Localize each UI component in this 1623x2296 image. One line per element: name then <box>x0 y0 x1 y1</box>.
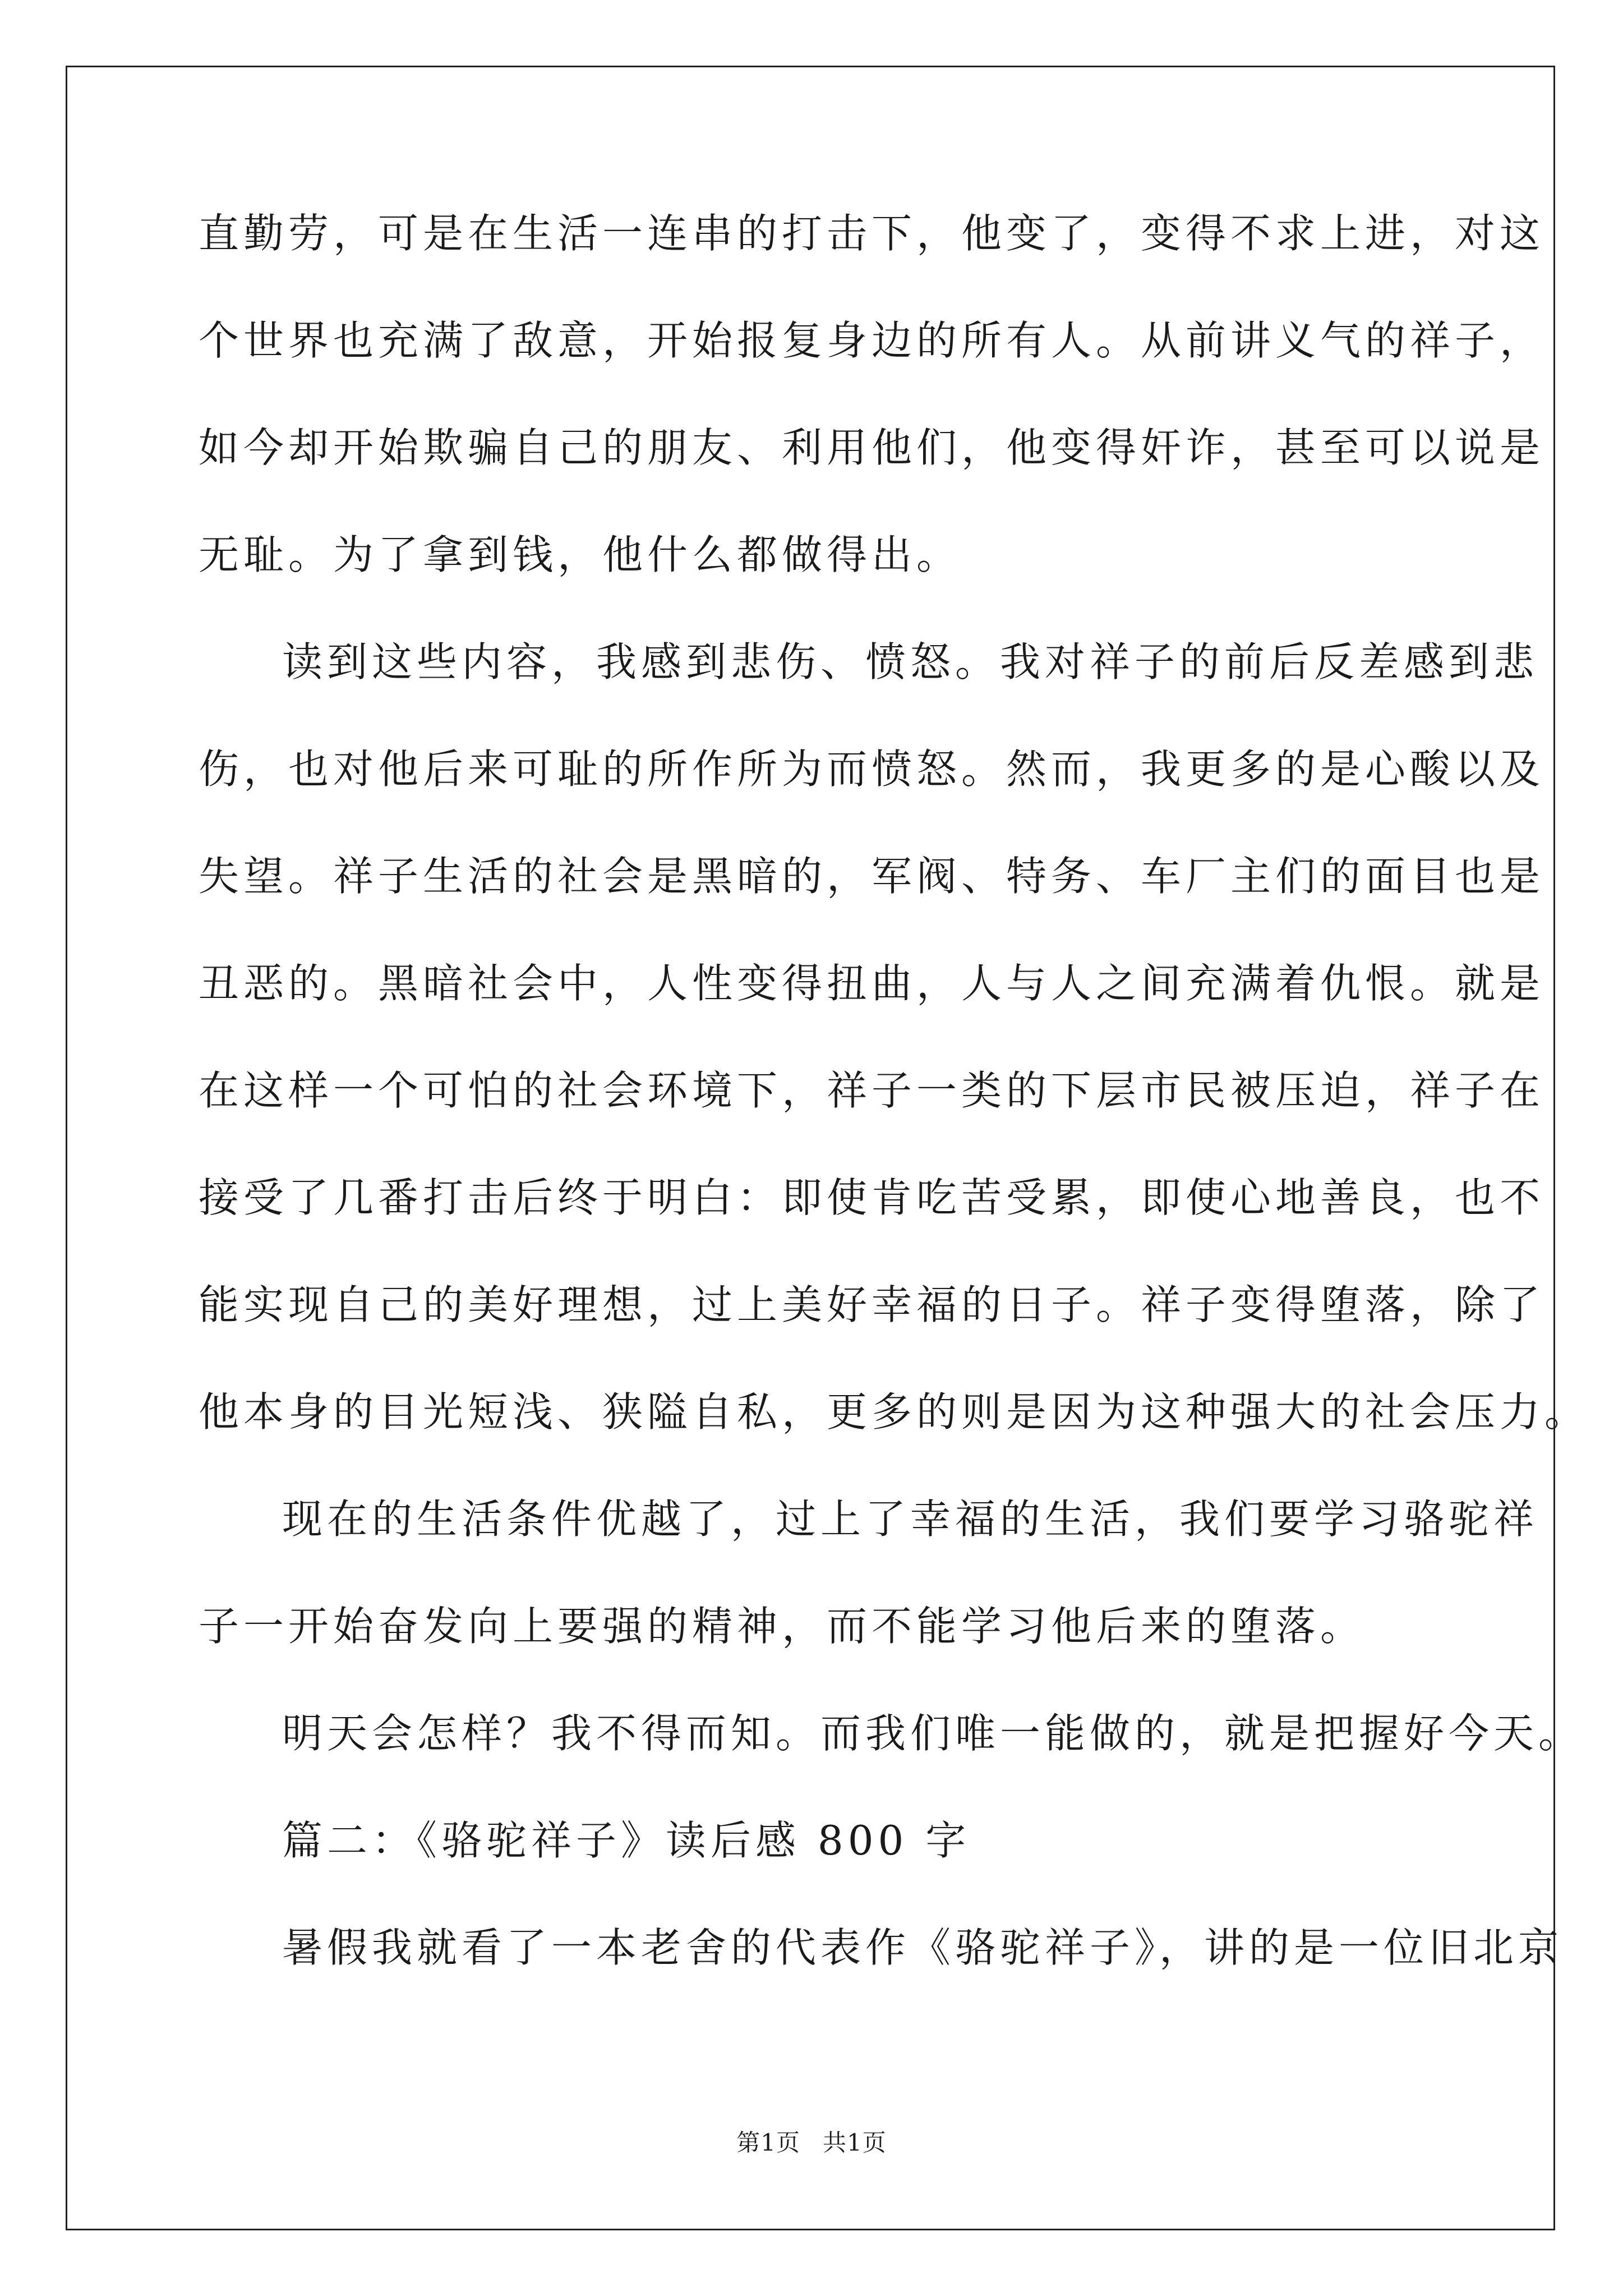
document-body <box>199 210 1590 2035</box>
section-heading: 篇二：《骆驼祥子》读后感 800 字 <box>282 1817 971 1864</box>
page-footer <box>0 2131 1623 2155</box>
text-line: 读到这些内容，我感到悲伤、愤怒。我对祥子的前后反差感到悲 <box>282 638 1539 685</box>
text-line: 如今却开始欺骗自己的朋友、利用他们，他变得奸诈，甚至可以说是 <box>199 424 1545 471</box>
text-line: 在这样一个可怕的社会环境下，祥子一类的下层市民被压迫，祥子在 <box>199 1067 1545 1114</box>
page-total: 共1页 <box>823 2129 887 2156</box>
page-number: 第1页 <box>736 2129 800 2156</box>
text-line: 伤，也对他后来可耻的所作所为而愤怒。然而，我更多的是心酸以及 <box>199 746 1545 793</box>
text-line: 接受了几番打击后终于明白：即使肯吃苦受累，即使心地善良，也不 <box>199 1174 1545 1221</box>
text-line: 明天会怎样？我不得而知。而我们唯一能做的，就是把握好今天。 <box>282 1710 1584 1757</box>
text-line: 失望。祥子生活的社会是黑暗的，军阀、特务、车厂主们的面目也是 <box>199 853 1545 900</box>
text-line: 现在的生活条件优越了，过上了幸福的生活，我们要学习骆驼祥 <box>282 1496 1539 1543</box>
text-line: 个世界也充满了敌意，开始报复身边的所有人。从前讲义气的祥子， <box>199 317 1545 364</box>
text-line: 直勤劳，可是在生活一连串的打击下，他变了，变得不求上进，对这 <box>199 210 1545 257</box>
text-line: 子一开始奋发向上要强的精神，而不能学习他后来的堕落。 <box>199 1603 1366 1650</box>
text-line: 丑恶的。黑暗社会中，人性变得扭曲，人与人之间充满着仇恨。就是 <box>199 960 1545 1007</box>
text-line: 能实现自己的美好理想，过上美好幸福的日子。祥子变得堕落，除了 <box>199 1281 1545 1328</box>
text-line: 暑假我就看了一本老舍的代表作《骆驼祥子》，讲的是一位旧北京 <box>282 1924 1564 1971</box>
text-line: 无耻。为了拿到钱，他什么都做得出。 <box>199 531 962 578</box>
text-line: 他本身的目光短浅、狭隘自私，更多的则是因为这种强大的社会压力。 <box>199 1388 1590 1435</box>
